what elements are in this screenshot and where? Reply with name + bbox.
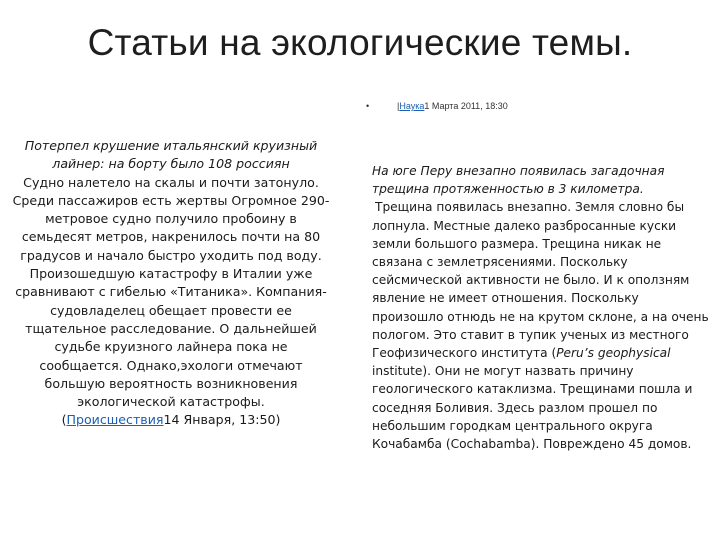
institute-name: Peru’s geophysical — [556, 346, 671, 361]
left-article-headline: Потерпел крушение итальянский круизный лайнер: на борту было 108 россиян — [24, 138, 318, 172]
right-article-lead: На юге Перу внезапно появилась загадочная трещина протяженностью в 3 километра. — [372, 164, 665, 197]
source-date: 14 Января, 13:50) — [163, 412, 281, 428]
left-article — [12, 137, 330, 430]
source-link[interactable]: Происшествия — [66, 412, 164, 428]
right-article-text-1: Трещина появилась внезапно. Земля словно бы лопнула. Местные далеко разбросанные куски земли большого размера. Трещина никак не связана с землетрясениями. Поскольку сейсмической активности не было. И к оползням явление не имеет отношения. Поскольку произошло отнюдь не на крутом склоне, а на очень пологом. Это ставит в тупик ученых из местного Геофизического института ( — [372, 200, 709, 361]
right-article-body — [372, 198, 712, 453]
meta-date: 1 Марта 2011, 18:30 — [424, 101, 508, 111]
source-open: ( — [61, 412, 67, 428]
slide-title: Статьи на экологические темы. — [87, 22, 633, 63]
left-article-text: Судно налетело на скалы и почти затонуло. Среди пассажиров есть жертвы Огромное 290-метровое судно получило пробоину в семьдесят метров, накренилось почти на 80 градусов и начало быстро уходить под воду. Произошедшую катастрофу в Италии уже сравнивают с гибелью «Титаника». Компания-судовладелец обещает провести ее тщательное расследование. О дальнейшей судьбе круизного лайнера пока не сообщается. Однако,эхологи отмечают большую вероятность возникновения экологической катастрофы. — [12, 174, 330, 410]
right-article — [372, 162, 712, 453]
meta-prefix: | — [397, 101, 400, 111]
right-article-text-2: institute). Они не могут назвать причину геологического катаклизма. Трещинами пошла и соседняя Боливия. Здесь разлом прошел по небольшим городкам центрального округа Кочабамба (Cochabamba). Повреждено 45 домов. — [372, 364, 693, 452]
meta-line — [397, 101, 508, 111]
left-article-body — [12, 174, 330, 430]
bullet-icon: • — [366, 101, 370, 111]
category-link[interactable]: Наука — [399, 101, 425, 111]
